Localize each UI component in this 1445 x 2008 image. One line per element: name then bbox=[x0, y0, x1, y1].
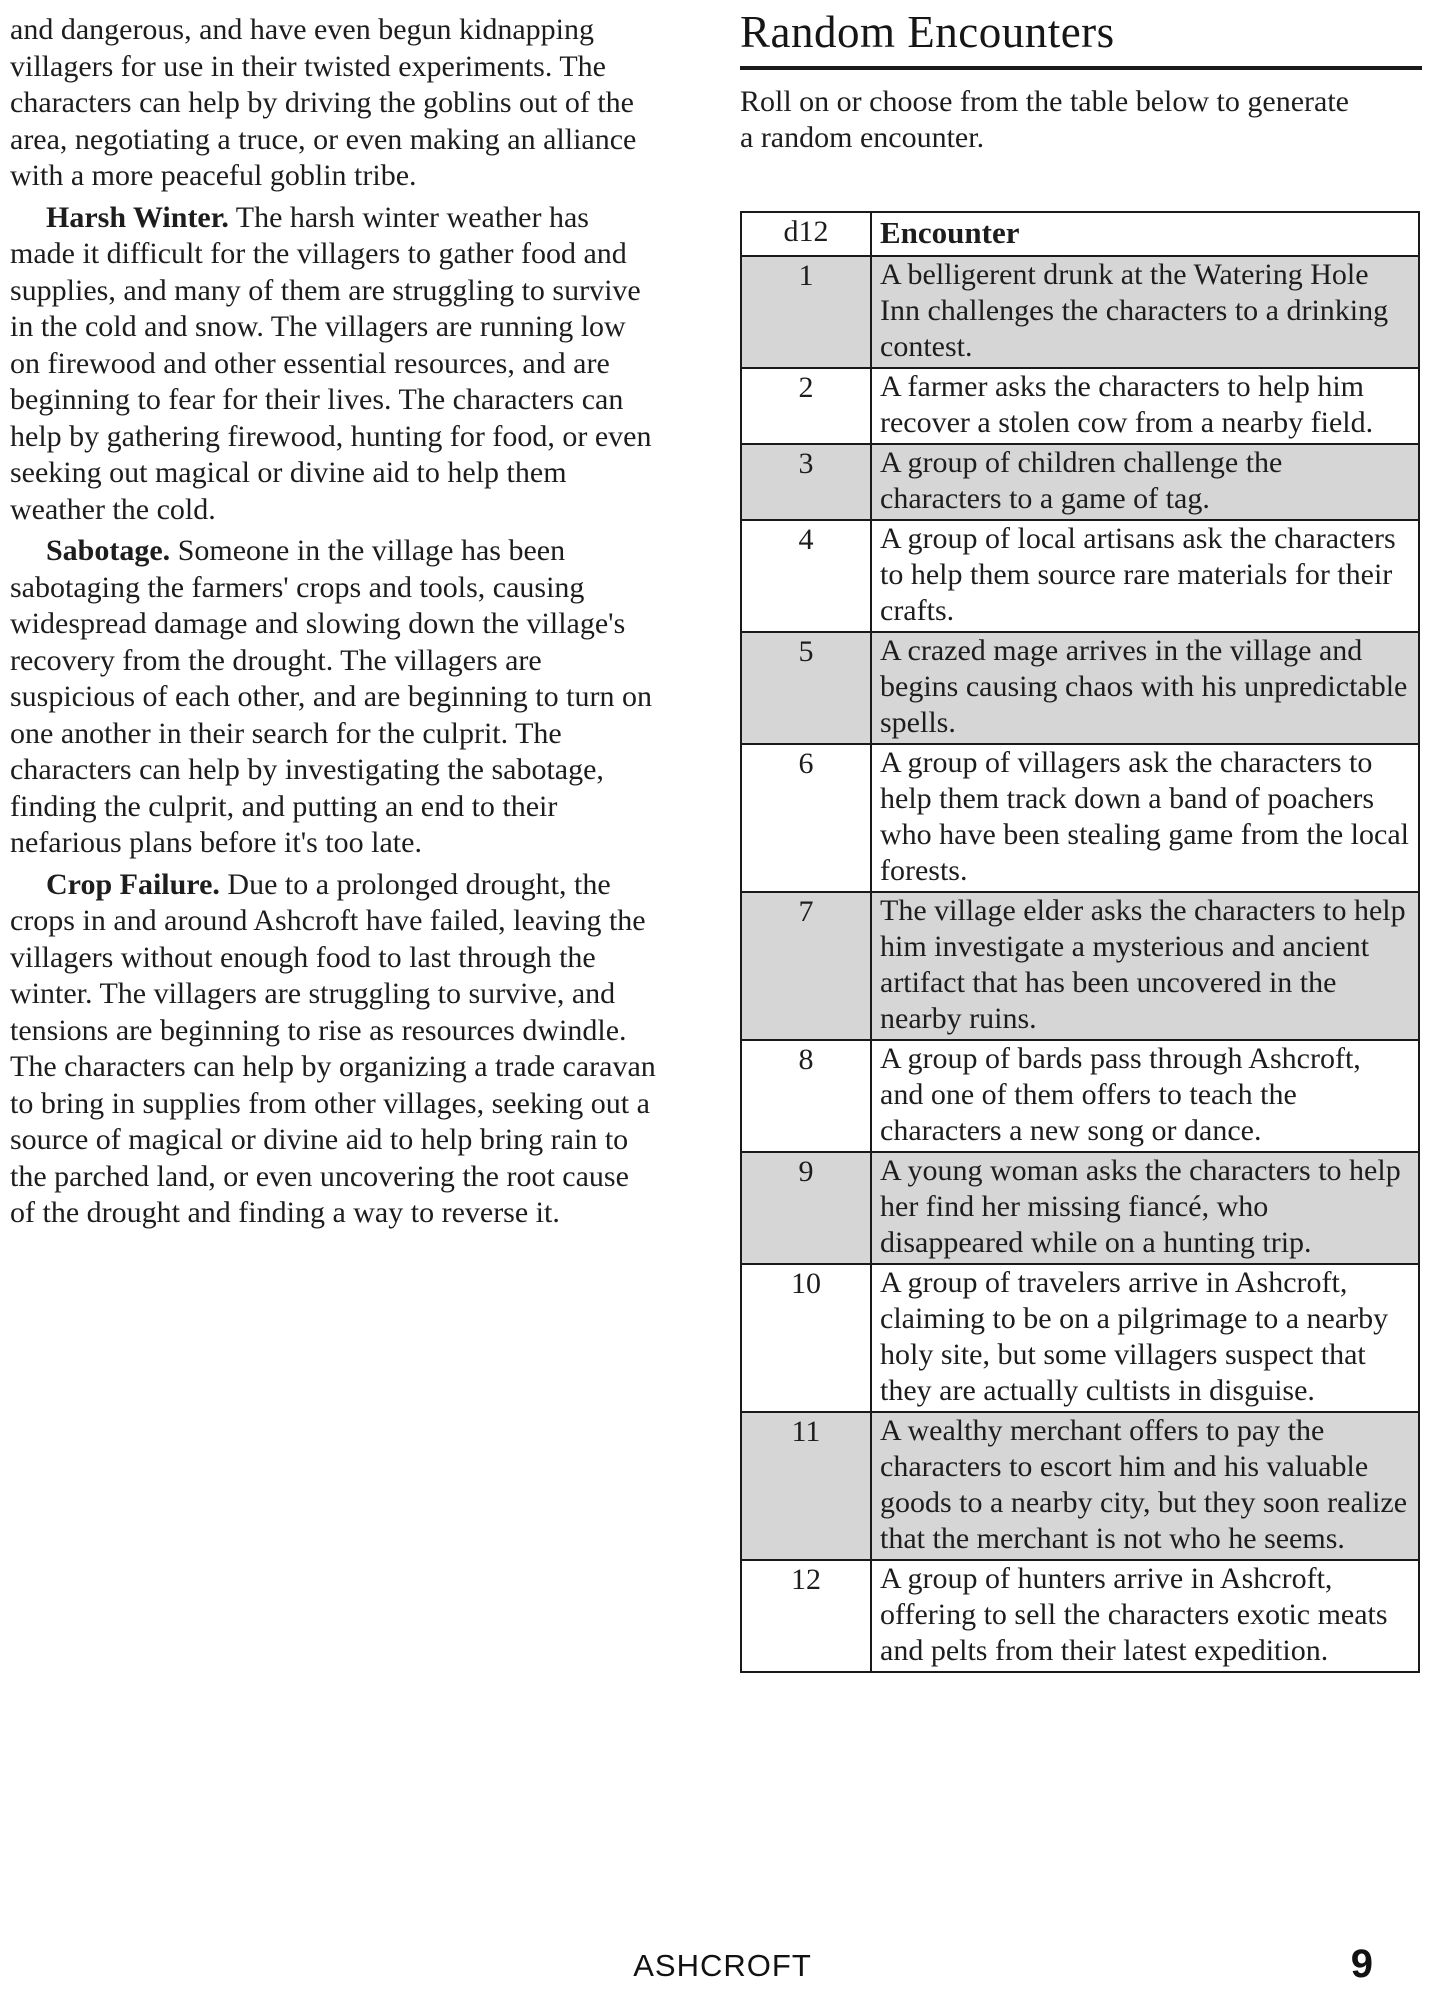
encounter-table-body bbox=[741, 256, 1419, 1672]
encounter-cell: The village elder asks the characters to help him investigate a mysterious and ancient artifact that has been uncovered in the nearby ruins. bbox=[871, 892, 1419, 1040]
roll-cell: 9 bbox=[741, 1152, 871, 1264]
table-row bbox=[741, 632, 1419, 744]
roll-cell: 10 bbox=[741, 1264, 871, 1412]
encounter-cell: A group of local artisans ask the characters to help them source rare materials for their crafts. bbox=[871, 520, 1419, 632]
encounter-cell: A young woman asks the characters to help her find her missing fiancé, who disappeared while on a hunting trip. bbox=[871, 1152, 1419, 1264]
roll-cell: 1 bbox=[741, 256, 871, 368]
table-row bbox=[741, 1264, 1419, 1412]
body-paragraph bbox=[10, 867, 660, 1232]
roll-cell: 5 bbox=[741, 632, 871, 744]
table-row bbox=[741, 520, 1419, 632]
roll-cell: 6 bbox=[741, 744, 871, 892]
encounter-cell: A group of hunters arrive in Ashcroft, offering to sell the characters exotic meats and pelts from their latest expedition. bbox=[871, 1560, 1419, 1672]
table-row bbox=[741, 1152, 1419, 1264]
page-number: 9 bbox=[1350, 1942, 1373, 1986]
encounter-cell: A group of travelers arrive in Ashcroft, claiming to be on a pilgrimage to a nearby holy site, but some villagers suspect that they are actually cultists in disguise. bbox=[871, 1264, 1419, 1412]
footer-title: ASHCROFT bbox=[633, 1948, 812, 1983]
paragraph-text: The harsh winter weather has made it difficult for the villagers to gather food and supplies, and many of them are struggling to survive in the cold and snow. The villagers are running low on firewood and other essential resources, and are beginning to fear for their lives. The characters can help by gathering firewood, hunting for food, or even seeking out magical or divine aid to help them weather the cold. bbox=[10, 200, 652, 526]
encounter-cell: A crazed mage arrives in the village and begins causing chaos with his unpredictable spells. bbox=[871, 632, 1419, 744]
page-footer bbox=[0, 1942, 1445, 2000]
encounter-cell: A group of villagers ask the characters to help them track down a band of poachers who have been stealing game from the local forests. bbox=[871, 744, 1419, 892]
encounter-cell: A group of children challenge the characters to a game of tag. bbox=[871, 444, 1419, 520]
encounter-cell: A belligerent drunk at the Watering Hole Inn challenges the characters to a drinking contest. bbox=[871, 256, 1419, 368]
encounter-cell: A wealthy merchant offers to pay the characters to escort him and his valuable goods to a nearby city, but they soon realize that the merchant is not who he seems. bbox=[871, 1412, 1419, 1560]
encounter-table bbox=[740, 211, 1420, 1673]
table-row bbox=[741, 256, 1419, 368]
roll-cell: 8 bbox=[741, 1040, 871, 1152]
roll-cell: 7 bbox=[741, 892, 871, 1040]
table-row bbox=[741, 1560, 1419, 1672]
paragraph-lead: Crop Failure. bbox=[46, 867, 220, 901]
encounter-cell: A farmer asks the characters to help him recover a stolen cow from a nearby field. bbox=[871, 368, 1419, 444]
paragraph-text: Due to a prolonged drought, the crops in and around Ashcroft have failed, leaving the villagers without enough food to last through the winter. The villagers are struggling to survive, and tensions are beginning to rise as resources dwindle. The characters can help by organizing a trade caravan to bring in supplies from other villages, seeking out a source of magical or divine aid to help bring rain to the parched land, or even uncovering the root cause of the drought and finding a way to reverse it. bbox=[10, 867, 656, 1229]
roll-cell: 2 bbox=[741, 368, 871, 444]
roll-cell: 4 bbox=[741, 520, 871, 632]
table-header-encounter: Encounter bbox=[871, 212, 1419, 256]
table-header-row bbox=[741, 212, 1419, 256]
roll-cell: 3 bbox=[741, 444, 871, 520]
body-paragraph bbox=[10, 200, 660, 529]
intro-paragraph: Roll on or choose from the table below to generate a random encounter. bbox=[740, 84, 1349, 154]
encounter-cell: A group of bards pass through Ashcroft, and one of them offers to teach the characters a new song or dance. bbox=[871, 1040, 1419, 1152]
table-row bbox=[741, 892, 1419, 1040]
table-row bbox=[741, 444, 1419, 520]
roll-cell: 12 bbox=[741, 1560, 871, 1672]
section-heading: Random Encounters bbox=[740, 8, 1422, 70]
paragraph-text: and dangerous, and have even begun kidnapping villagers for use in their twisted experiments. The characters can help by driving the goblins out of the area, negotiating a truce, or even making an alliance with a more peaceful goblin tribe. bbox=[10, 13, 637, 192]
paragraph-lead: Harsh Winter. bbox=[46, 200, 229, 234]
encounter-table-header bbox=[741, 212, 1419, 256]
paragraph-lead: Sabotage. bbox=[46, 534, 171, 567]
table-header-d12: d12 bbox=[741, 212, 871, 256]
roll-cell: 11 bbox=[741, 1412, 871, 1560]
body-paragraph bbox=[10, 12, 660, 195]
table-row bbox=[741, 1412, 1419, 1560]
table-row bbox=[741, 744, 1419, 892]
right-column bbox=[740, 8, 1422, 1673]
table-row bbox=[741, 368, 1419, 444]
paragraph-text: Someone in the village has been sabotaging the farmers' crops and tools, causing widespread damage and slowing down the village's recovery from the drought. The villagers are suspicious of each other, and are beginning to turn on one another in their search for the culprit. The characters can help by investigating the sabotage, finding the culprit, and putting an end to their nefarious plans before it's too late. bbox=[10, 534, 652, 859]
body-paragraph bbox=[10, 533, 660, 862]
left-column bbox=[10, 12, 660, 1232]
table-row bbox=[741, 1040, 1419, 1152]
